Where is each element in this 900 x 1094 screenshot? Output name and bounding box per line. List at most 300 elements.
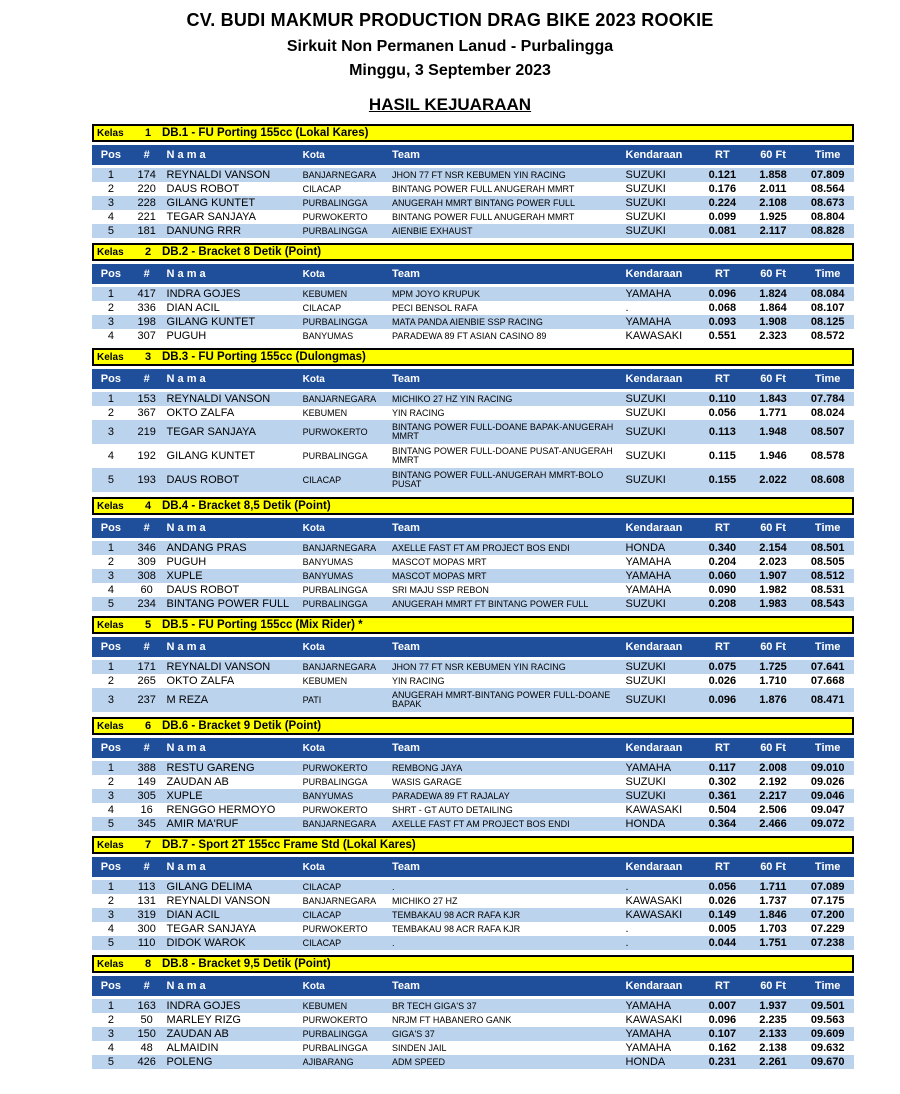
cell-time: 08.804 xyxy=(810,211,845,223)
cell-kendaraan: KAWASAKI xyxy=(625,804,683,816)
cell-rt: 0.117 xyxy=(708,762,736,774)
cell-rt: 0.096 xyxy=(708,1014,737,1026)
cell-pos: 3 xyxy=(107,790,114,802)
cell-kendaraan: SUZUKI xyxy=(625,776,666,788)
cell-kota: BANJARNEGARA xyxy=(302,394,377,404)
cell-kendaraan: YAMAHA xyxy=(625,584,672,596)
cell-kota: CILACAP xyxy=(302,303,342,313)
cell-60ft: 2.117 xyxy=(759,225,787,237)
cell-team: BR TECH GIGA'S 37 xyxy=(392,1000,477,1011)
cell-kota: KEBUMEN xyxy=(302,676,348,686)
cell-team: JHON 77 FT NSR KEBUMEN YIN RACING xyxy=(392,169,566,180)
col-time-header: Time xyxy=(814,742,841,754)
cell-number: 221 xyxy=(137,211,156,223)
cell-number: 50 xyxy=(140,1014,153,1026)
cell-rt: 0.093 xyxy=(708,316,737,328)
cell-60ft: 1.751 xyxy=(759,937,787,949)
cell-pos: 1 xyxy=(107,393,114,405)
cell-nama: DAUS ROBOT xyxy=(166,183,240,195)
cell-time: 08.543 xyxy=(810,598,845,610)
cell-team: AXELLE FAST FT AM PROJECT BOS ENDI xyxy=(392,818,570,829)
cell-nama: ANDANG PRAS xyxy=(166,542,247,554)
cell-number: 171 xyxy=(137,661,156,673)
cell-pos: 1 xyxy=(107,169,114,181)
col-nama-header: N a m a xyxy=(166,861,206,873)
class-label: Kelas xyxy=(97,351,124,363)
col-kendaraan-header: Kendaraan xyxy=(625,980,683,992)
cell-pos: 1 xyxy=(107,1000,114,1012)
col-pos-header: Pos xyxy=(100,522,121,534)
cell-kota: KEBUMEN xyxy=(302,408,348,418)
cell-time: 09.047 xyxy=(810,804,845,816)
cell-time: 08.501 xyxy=(810,542,845,554)
cell-kendaraan: YAMAHA xyxy=(625,556,672,568)
cell-rt: 0.551 xyxy=(708,330,737,342)
cell-kendaraan: YAMAHA xyxy=(625,1028,672,1040)
cell-kendaraan: HONDA xyxy=(625,1056,666,1068)
cell-number: 234 xyxy=(137,598,156,610)
cell-team: GIGA'S 37 xyxy=(392,1028,435,1039)
col-kota-header: Kota xyxy=(302,373,325,385)
cell-kota: PURBALINGGA xyxy=(302,451,368,461)
cell-number: 319 xyxy=(137,909,156,921)
cell-rt: 0.302 xyxy=(708,776,737,788)
cell-pos: 3 xyxy=(107,694,114,706)
cell-60ft: 1.946 xyxy=(759,450,787,462)
cell-time: 08.512 xyxy=(810,570,845,582)
col-rt-header: RT xyxy=(715,641,730,653)
col-kota-header: Kota xyxy=(302,522,325,534)
col-60ft-header: 60 Ft xyxy=(760,980,786,992)
col-nama-header: N a m a xyxy=(166,742,206,754)
table-row xyxy=(92,541,854,555)
cell-nama: XUPLE xyxy=(166,790,203,802)
cell-pos: 5 xyxy=(107,818,114,830)
table-row xyxy=(92,894,854,908)
col-nama-header: N a m a xyxy=(166,268,206,280)
class-section xyxy=(92,348,854,492)
cell-rt: 0.231 xyxy=(708,1056,737,1068)
cell-kota: PURBALINGGA xyxy=(302,1029,368,1039)
cell-pos: 4 xyxy=(107,450,114,462)
cell-time: 07.175 xyxy=(810,895,845,907)
cell-time: 08.531 xyxy=(810,584,845,596)
cell-team: YIN RACING xyxy=(392,407,445,418)
cell-kota: PURWOKERTO xyxy=(302,1015,368,1025)
table-row xyxy=(92,803,854,817)
venue-subtitle: Sirkuit Non Permanen Lanud - Purbalingga xyxy=(286,38,614,55)
cell-nama: REYNALDI VANSON xyxy=(166,393,271,405)
cell-nama: INDRA GOJES xyxy=(166,1000,241,1012)
col-kendaraan-header: Kendaraan xyxy=(625,373,683,385)
cell-time: 08.024 xyxy=(810,407,845,419)
cell-team: ANUGERAH MMRT-BINTANG POWER FULL-DOANE BAPAK xyxy=(392,690,611,709)
cell-kota: PURWOKERTO xyxy=(302,805,368,815)
col-time-header: Time xyxy=(814,373,841,385)
cell-team: BINTANG POWER FULL-DOANE BAPAK-ANUGERAH MMRT xyxy=(392,422,614,441)
cell-rt: 0.060 xyxy=(708,570,737,582)
class-name: DB.3 - FU Porting 155cc (Dulongmas) xyxy=(162,351,366,363)
class-name: DB.2 - Bracket 8 Detik (Point) xyxy=(162,246,322,258)
cell-time: 07.229 xyxy=(810,923,845,935)
cell-number: 174 xyxy=(137,169,156,181)
col-time-header: Time xyxy=(814,980,841,992)
cell-60ft: 2.133 xyxy=(759,1028,787,1040)
cell-60ft: 1.907 xyxy=(759,570,787,582)
class-section xyxy=(92,497,854,611)
cell-60ft: 2.008 xyxy=(759,762,787,774)
cell-kota: PURBALINGGA xyxy=(302,599,368,609)
cell-nama: POLENG xyxy=(166,1056,213,1068)
table-row xyxy=(92,406,854,420)
cell-pos: 3 xyxy=(107,1028,114,1040)
class-name: DB.6 - Bracket 9 Detik (Point) xyxy=(162,720,322,732)
cell-rt: 0.026 xyxy=(708,895,737,907)
cell-kendaraan: . xyxy=(625,923,629,935)
table-row xyxy=(92,168,854,182)
class-header-bar xyxy=(92,836,854,854)
col-time-header: Time xyxy=(814,522,841,534)
class-number: 5 xyxy=(145,619,152,631)
cell-time: 09.609 xyxy=(810,1028,845,1040)
col-time-header: Time xyxy=(814,641,841,653)
cell-pos: 2 xyxy=(107,895,114,907)
class-label: Kelas xyxy=(97,127,124,139)
cell-number: 163 xyxy=(137,1000,156,1012)
cell-nama: TEGAR SANJAYA xyxy=(166,426,256,438)
col-kota-header: Kota xyxy=(302,861,325,873)
cell-pos: 2 xyxy=(107,776,114,788)
cell-kendaraan: KAWASAKI xyxy=(625,909,683,921)
table-row xyxy=(92,210,854,224)
cell-number: 426 xyxy=(137,1056,156,1068)
table-row xyxy=(92,224,854,238)
table-row xyxy=(92,420,854,444)
cell-pos: 5 xyxy=(107,937,114,949)
cell-60ft: 1.846 xyxy=(759,909,787,921)
class-section xyxy=(92,836,854,950)
col-60ft-header: 60 Ft xyxy=(760,149,786,161)
cell-rt: 0.340 xyxy=(708,542,737,554)
cell-team: ANUGERAH MMRT FT BINTANG POWER FULL xyxy=(392,598,589,609)
cell-kota: PURWOKERTO xyxy=(302,924,368,934)
cell-kendaraan: HONDA xyxy=(625,542,666,554)
table-row xyxy=(92,329,854,343)
cell-pos: 1 xyxy=(107,881,114,893)
cell-time: 08.107 xyxy=(810,302,845,314)
col-time-header: Time xyxy=(814,149,841,161)
cell-kendaraan: SUZUKI xyxy=(625,426,666,438)
col-rt-header: RT xyxy=(715,861,730,873)
cell-nama: TEGAR SANJAYA xyxy=(166,211,256,223)
cell-60ft: 1.711 xyxy=(759,881,787,893)
cell-nama: PUGUH xyxy=(166,556,207,568)
cell-pos: 4 xyxy=(107,1042,114,1054)
cell-nama: REYNALDI VANSON xyxy=(166,169,271,181)
cell-pos: 3 xyxy=(107,316,114,328)
cell-kota: PURBALINGGA xyxy=(302,1043,368,1053)
cell-number: 237 xyxy=(137,694,156,706)
class-name: DB.5 - FU Porting 155cc (Mix Rider) * xyxy=(162,619,363,631)
cell-number: 110 xyxy=(137,937,156,949)
cell-pos: 1 xyxy=(107,661,114,673)
col-no-header: # xyxy=(143,980,150,992)
cell-rt: 0.107 xyxy=(708,1028,737,1040)
col-no-header: # xyxy=(143,641,150,653)
col-kendaraan-header: Kendaraan xyxy=(625,861,683,873)
table-row xyxy=(92,817,854,831)
cell-team: TEMBAKAU 98 ACR RAFA KJR xyxy=(392,923,521,934)
cell-rt: 0.361 xyxy=(708,790,737,802)
col-rt-header: RT xyxy=(715,268,730,280)
cell-team: AIENBIE EXHAUST xyxy=(392,225,473,236)
cell-number: 153 xyxy=(137,393,156,405)
col-team-header: Team xyxy=(392,267,420,280)
cell-time: 07.809 xyxy=(810,169,845,181)
cell-time: 09.046 xyxy=(810,790,845,802)
col-no-header: # xyxy=(143,268,150,280)
table-row xyxy=(92,761,854,775)
cell-time: 08.505 xyxy=(810,556,845,568)
class-label: Kelas xyxy=(97,619,124,631)
cell-60ft: 2.323 xyxy=(759,330,787,342)
class-number: 3 xyxy=(145,351,152,363)
table-header xyxy=(92,145,854,165)
cell-60ft: 1.925 xyxy=(759,211,787,223)
cell-kendaraan: SUZUKI xyxy=(625,225,666,237)
cell-team: WASIS GARAGE xyxy=(392,776,462,787)
cell-team: . xyxy=(392,881,395,892)
cell-pos: 4 xyxy=(107,923,114,935)
cell-nama: REYNALDI VANSON xyxy=(166,895,271,907)
cell-rt: 0.155 xyxy=(708,474,737,486)
cell-60ft: 1.948 xyxy=(759,426,787,438)
col-pos-header: Pos xyxy=(100,641,121,653)
table-row xyxy=(92,880,854,894)
class-section xyxy=(92,124,854,238)
cell-team: YIN RACING xyxy=(392,675,445,686)
table-row xyxy=(92,468,854,492)
cell-nama: MARLEY RIZG xyxy=(166,1014,241,1026)
class-header-bar xyxy=(92,243,854,261)
cell-time: 09.026 xyxy=(810,776,845,788)
cell-kendaraan: SUZUKI xyxy=(625,474,666,486)
cell-time: 08.084 xyxy=(810,288,845,300)
table-row xyxy=(92,1027,854,1041)
table-header xyxy=(92,518,854,538)
cell-number: 192 xyxy=(137,450,156,462)
col-pos-header: Pos xyxy=(100,268,121,280)
cell-60ft: 1.937 xyxy=(759,1000,787,1012)
table-row xyxy=(92,1041,854,1055)
cell-60ft: 2.011 xyxy=(759,183,787,195)
cell-kendaraan: KAWASAKI xyxy=(625,895,683,907)
cell-rt: 0.056 xyxy=(708,407,737,419)
cell-nama: PUGUH xyxy=(166,330,207,342)
class-header-bar xyxy=(92,616,854,634)
cell-nama: INDRA GOJES xyxy=(166,288,241,300)
cell-rt: 0.096 xyxy=(708,288,737,300)
cell-kota: PURWOKERTO xyxy=(302,763,368,773)
col-nama-header: N a m a xyxy=(166,522,206,534)
cell-nama: OKTO ZALFA xyxy=(166,407,235,419)
cell-nama: ZAUDAN AB xyxy=(166,1028,229,1040)
cell-60ft: 2.154 xyxy=(759,542,787,554)
cell-60ft: 1.710 xyxy=(759,675,787,687)
class-header-bar xyxy=(92,124,854,142)
cell-60ft: 1.703 xyxy=(759,923,787,935)
cell-team: MASCOT MOPAS MRT xyxy=(392,556,487,567)
cell-time: 08.608 xyxy=(810,474,845,486)
cell-kendaraan: SUZUKI xyxy=(625,169,666,181)
col-kendaraan-header: Kendaraan xyxy=(625,742,683,754)
class-header-bar xyxy=(92,348,854,366)
col-nama-header: N a m a xyxy=(166,373,206,385)
cell-rt: 0.005 xyxy=(708,923,737,935)
cell-time: 07.089 xyxy=(810,881,845,893)
cell-team: MICHIKO 27 HZ xyxy=(392,895,458,906)
cell-rt: 0.504 xyxy=(708,804,737,816)
cell-team: MATA PANDA AIENBIE SSP RACING xyxy=(392,316,543,327)
cell-kota: BANJARNEGARA xyxy=(302,896,377,906)
cell-kendaraan: KAWASAKI xyxy=(625,330,683,342)
cell-team: BINTANG POWER FULL-DOANE PUSAT-ANUGERAH MMRT xyxy=(392,446,613,465)
cell-pos: 2 xyxy=(107,556,114,568)
table-header xyxy=(92,264,854,284)
cell-kota: KEBUMEN xyxy=(302,1001,348,1011)
cell-kota: CILACAP xyxy=(302,910,342,920)
cell-time: 07.668 xyxy=(810,675,845,687)
col-kendaraan-header: Kendaraan xyxy=(625,522,683,534)
col-time-header: Time xyxy=(814,268,841,280)
cell-pos: 3 xyxy=(107,426,114,438)
col-team-header: Team xyxy=(392,741,420,754)
cell-nama: GILANG KUNTET xyxy=(166,197,256,209)
cell-pos: 5 xyxy=(107,225,114,237)
cell-60ft: 1.982 xyxy=(759,584,787,596)
table-row xyxy=(92,674,854,688)
cell-kendaraan: SUZUKI xyxy=(625,211,666,223)
cell-rt: 0.204 xyxy=(708,556,737,568)
cell-rt: 0.090 xyxy=(708,584,737,596)
cell-time: 08.572 xyxy=(810,330,845,342)
col-kota-header: Kota xyxy=(302,980,325,992)
cell-60ft: 1.737 xyxy=(759,895,787,907)
table-header xyxy=(92,857,854,877)
cell-60ft: 1.908 xyxy=(759,316,787,328)
cell-team: JHON 77 FT NSR KEBUMEN YIN RACING xyxy=(392,661,566,672)
cell-rt: 0.224 xyxy=(708,197,737,209)
col-nama-header: N a m a xyxy=(166,149,206,161)
col-no-header: # xyxy=(143,861,150,873)
cell-rt: 0.044 xyxy=(708,937,737,949)
cell-kendaraan: SUZUKI xyxy=(625,598,666,610)
cell-pos: 1 xyxy=(107,762,114,774)
col-team-header: Team xyxy=(392,860,420,873)
event-date: Minggu, 3 September 2023 xyxy=(349,62,551,79)
cell-number: 198 xyxy=(137,316,156,328)
cell-nama: TEGAR SANJAYA xyxy=(166,923,256,935)
cell-kendaraan: YAMAHA xyxy=(625,1000,672,1012)
cell-rt: 0.096 xyxy=(708,694,737,706)
cell-kota: PURBALINGGA xyxy=(302,226,368,236)
col-pos-header: Pos xyxy=(100,980,121,992)
class-label: Kelas xyxy=(97,246,124,258)
cell-60ft: 1.858 xyxy=(759,169,787,181)
table-row xyxy=(92,597,854,611)
col-60ft-header: 60 Ft xyxy=(760,861,786,873)
cell-60ft: 2.506 xyxy=(759,804,787,816)
col-pos-header: Pos xyxy=(100,149,121,161)
cell-number: 149 xyxy=(137,776,156,788)
cell-60ft: 1.771 xyxy=(759,407,787,419)
cell-60ft: 1.725 xyxy=(759,661,787,673)
class-label: Kelas xyxy=(97,720,124,732)
class-name: DB.7 - Sport 2T 155cc Frame Std (Lokal Kares) xyxy=(162,839,416,851)
cell-kota: PURWOKERTO xyxy=(302,427,368,437)
table-row xyxy=(92,182,854,196)
class-header-bar xyxy=(92,717,854,735)
cell-number: 367 xyxy=(137,407,156,419)
cell-time: 07.238 xyxy=(810,937,845,949)
cell-kendaraan: SUZUKI xyxy=(625,675,666,687)
cell-kota: CILACAP xyxy=(302,882,342,892)
cell-kendaraan: YAMAHA xyxy=(625,288,672,300)
table-header xyxy=(92,637,854,657)
cell-time: 09.632 xyxy=(810,1042,845,1054)
class-header-bar xyxy=(92,955,854,973)
col-60ft-header: 60 Ft xyxy=(760,522,786,534)
cell-pos: 2 xyxy=(107,675,114,687)
table-row xyxy=(92,196,854,210)
cell-pos: 4 xyxy=(107,211,114,223)
cell-number: 150 xyxy=(137,1028,156,1040)
cell-number: 300 xyxy=(137,923,156,935)
cell-pos: 2 xyxy=(107,183,114,195)
cell-number: 131 xyxy=(137,895,156,907)
table-row xyxy=(92,688,854,712)
cell-60ft: 2.261 xyxy=(759,1056,787,1068)
cell-60ft: 2.235 xyxy=(759,1014,787,1026)
cell-rt: 0.121 xyxy=(708,169,737,181)
cell-kota: BANJARNEGARA xyxy=(302,819,377,829)
cell-time: 08.578 xyxy=(810,450,845,462)
cell-nama: BINTANG POWER FULL xyxy=(166,598,290,610)
col-kendaraan-header: Kendaraan xyxy=(625,149,683,161)
results-heading: HASIL KEJUARAAN xyxy=(368,95,532,114)
cell-team: SRI MAJU SSP REBON xyxy=(392,584,489,595)
cell-rt: 0.099 xyxy=(708,211,737,223)
cell-number: 346 xyxy=(137,542,156,554)
table-row xyxy=(92,569,854,583)
col-kota-header: Kota xyxy=(302,149,325,161)
table-row xyxy=(92,775,854,789)
cell-kota: BANYUMAS xyxy=(302,331,354,341)
cell-kota: BANJARNEGARA xyxy=(302,662,377,672)
cell-rt: 0.364 xyxy=(708,818,737,830)
cell-team: BINTANG POWER FULL ANUGERAH MMRT xyxy=(392,183,575,194)
cell-number: 60 xyxy=(140,584,153,596)
class-section xyxy=(92,243,854,343)
table-row xyxy=(92,1055,854,1069)
cell-nama: M REZA xyxy=(166,694,209,706)
cell-team: PARADEWA 89 FT ASIAN CASINO 89 xyxy=(392,330,547,341)
class-section xyxy=(92,955,854,1069)
cell-kendaraan: KAWASAKI xyxy=(625,1014,683,1026)
cell-kendaraan: SUZUKI xyxy=(625,183,666,195)
cell-kota: BANJARNEGARA xyxy=(302,170,377,180)
cell-kota: PURBALINGGA xyxy=(302,777,368,787)
